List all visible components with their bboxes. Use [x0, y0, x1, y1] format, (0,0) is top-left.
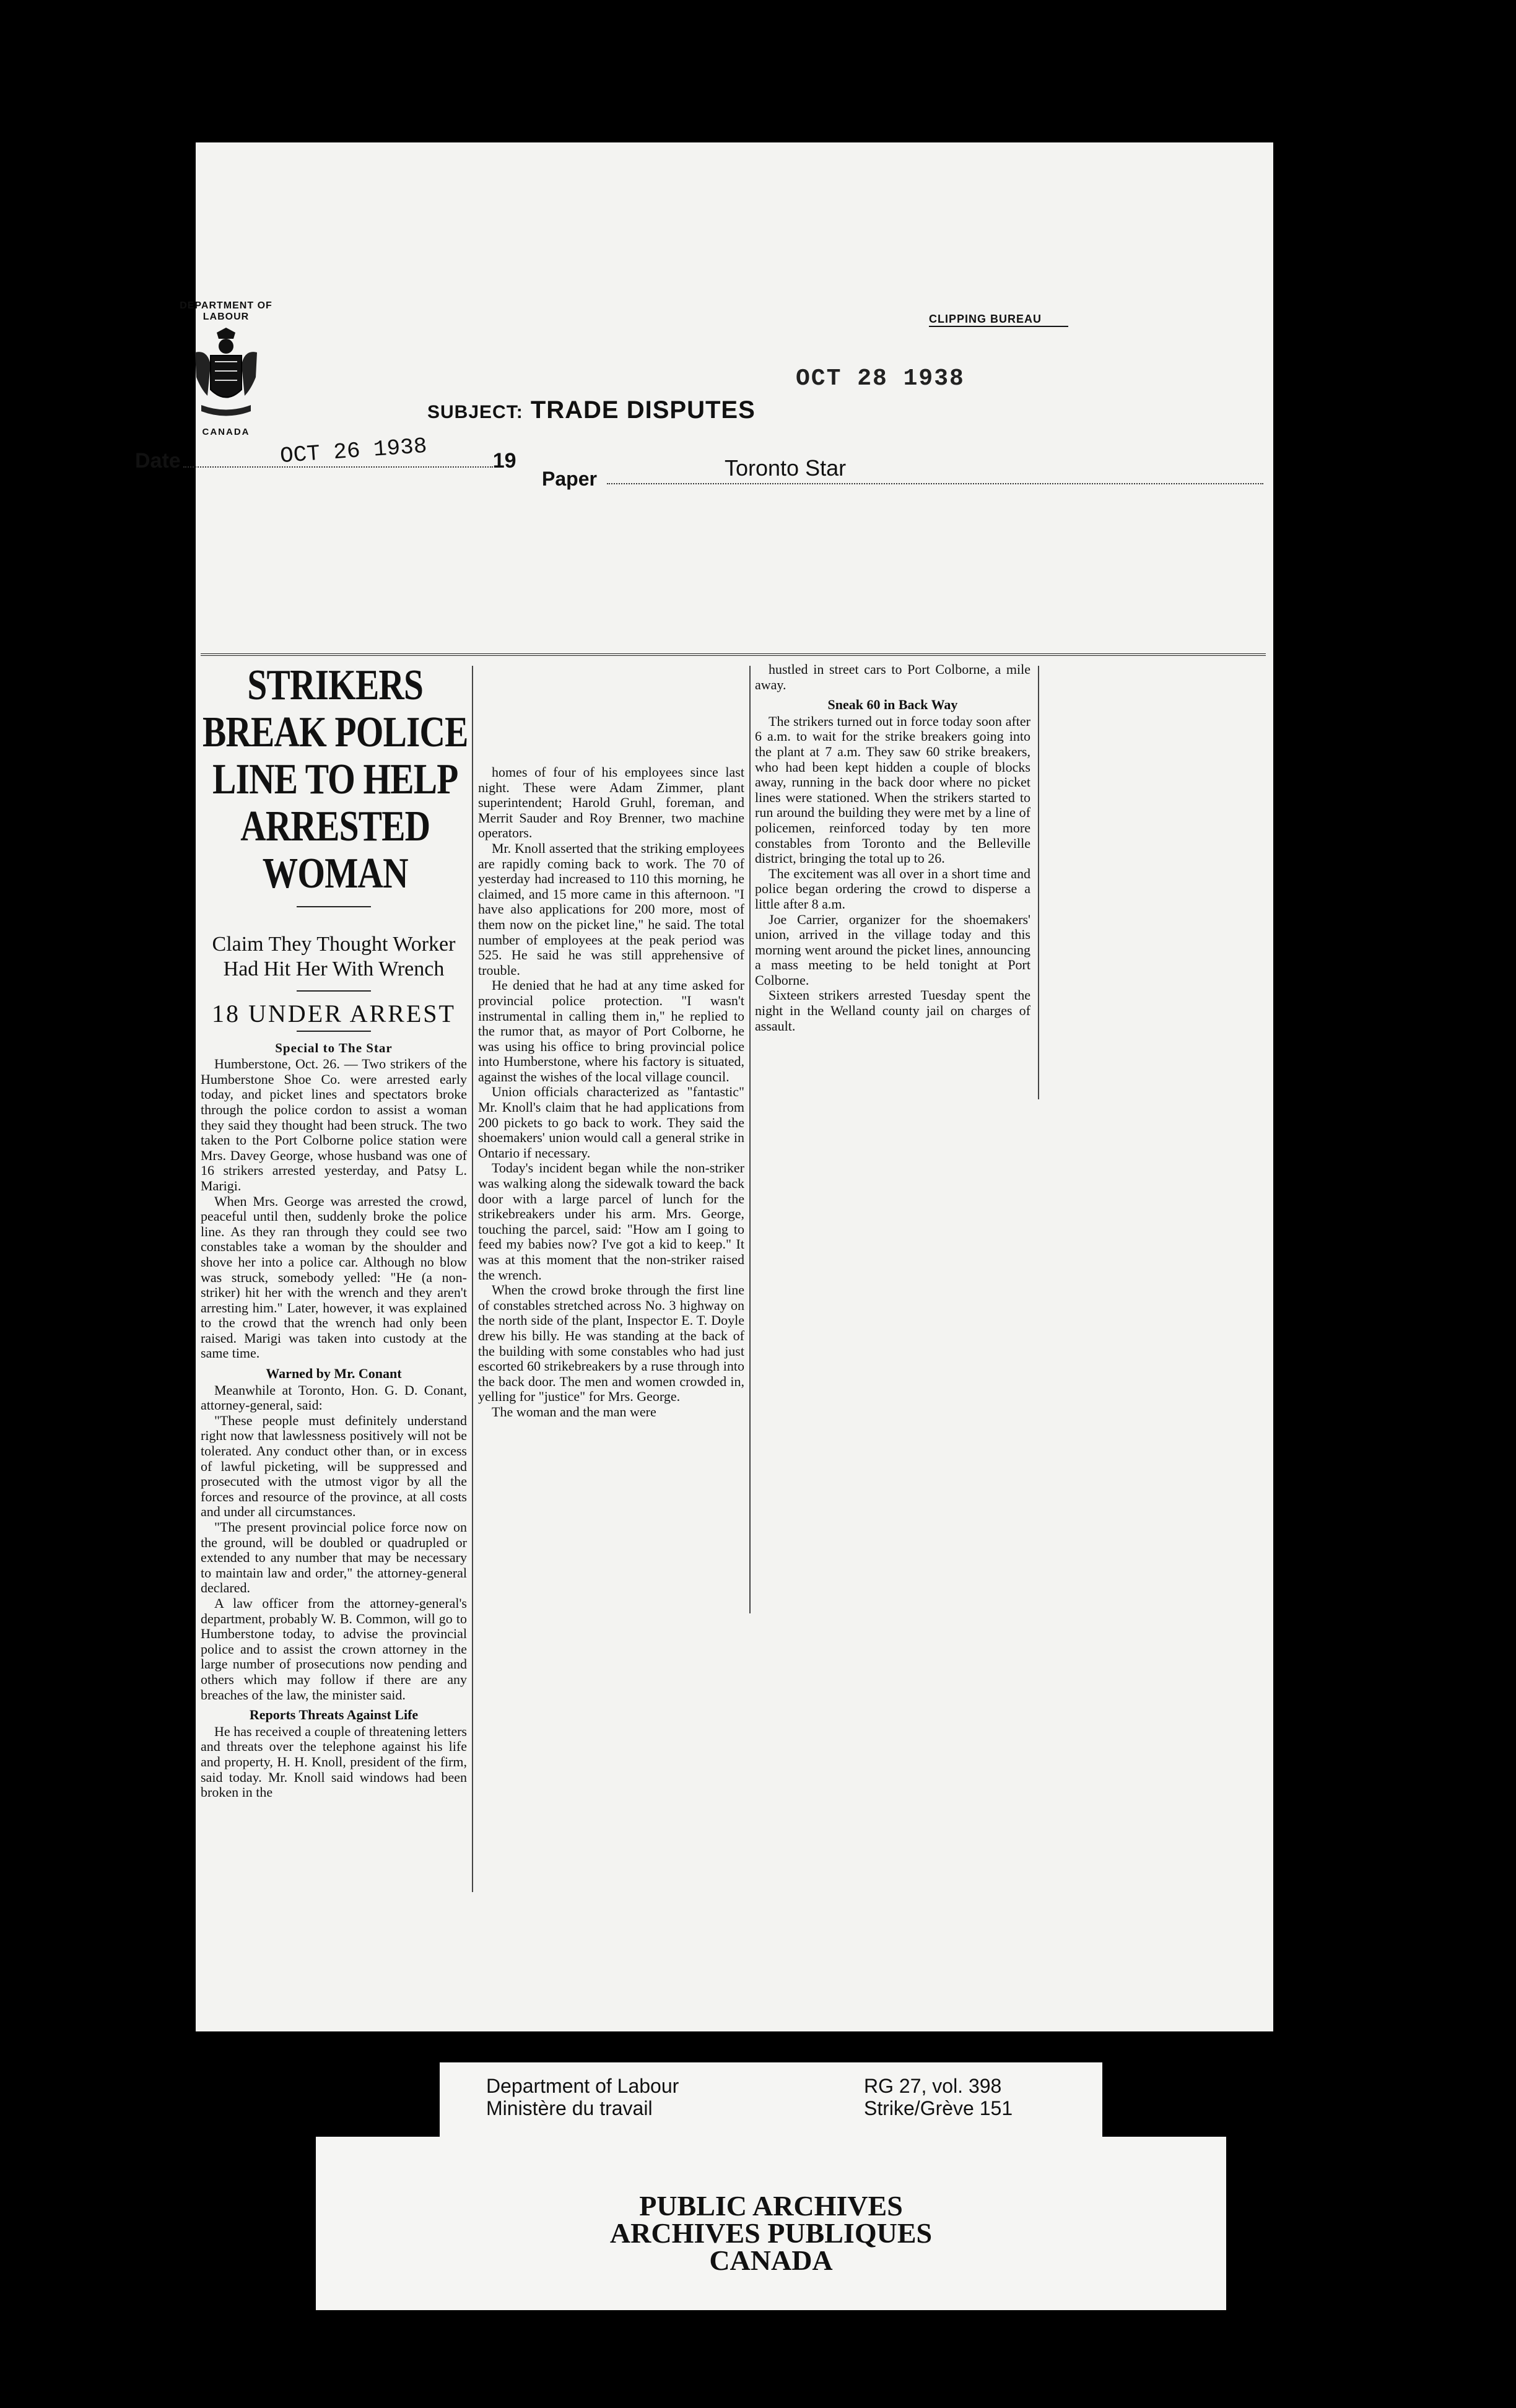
subhead-sneak: Sneak 60 in Back Way — [827, 697, 958, 713]
paragraph: Joe Carrier, organizer for the shoemakers' union, arrived in the village today and this morning went around the picket lines, announcing a mass meeting to be held tonight at Port Colborne. — [755, 911, 1030, 988]
paper-dotted-line — [607, 483, 1263, 484]
paragraph: homes of four of his employees since last night. These were Adam Zimmer, plant superintendent; Harold Gruhl, foreman, and Merrit Sauder and Roy Brenner, two machine operators. — [478, 764, 744, 841]
card-title-line3: CANADA — [709, 2244, 833, 2276]
article-column-1 — [201, 662, 467, 1800]
paragraph: When Mrs. George was arrested the crowd, peaceful until then, suddenly broke the police line. As they ran through they could see two constables take a woman by the shoulder and shove her into a police car. Although no blow was struck, somebody yelled: "He (a non-striker) hit her with the wrench and they aren't arresting him." Later, however, it was explained to the crowd that the wrench had only been raised. Marigi was taken into custody at the same time. — [201, 1193, 467, 1361]
deck-divider — [297, 990, 371, 992]
paragraph: Humberstone, Oct. 26. — Two strikers of the Humberstone Shoe Co. were arrested early today, and picket lines and spectators broke through the police cordon to assist a woman they said they thought had been struck. The two taken to the Port Colborne police station were Mrs. Davey George, whose husband was one of 16 strikers arrested yesterday, and Patsy L. Marigi. — [201, 1056, 467, 1193]
card-department-fr: Ministère du travail — [486, 2097, 653, 2119]
subject-label: SUBJECT: — [427, 402, 523, 422]
card-reference-strike: Strike/Grève 151 — [864, 2097, 1013, 2119]
paragraph: "The present provincial police force now on the ground, will be doubled or quadrupled or extended to any number that may be necessary to maintain law and order," the attorney-general declared. — [201, 1519, 467, 1596]
subhead-threats: Reports Threats Against Life — [249, 1707, 419, 1723]
paper-label: Paper — [542, 468, 597, 490]
clipping-bureau-label: CLIPPING BUREAU — [929, 313, 1068, 327]
article-column-3 — [755, 662, 1030, 1034]
card-reference-volume: RG 27, vol. 398 — [864, 2075, 1002, 2097]
article-deck-secondary: 18 UNDER ARREST — [212, 1000, 456, 1027]
article-deck: Claim They Thought Worker Had Hit Her With Wrench — [212, 933, 456, 980]
country-label: CANADA — [202, 427, 250, 437]
column-divider — [1038, 666, 1039, 1099]
paragraph: The woman and the man were — [492, 1403, 656, 1420]
subject-value: TRADE DISPUTES — [530, 396, 756, 424]
subject-line — [427, 396, 756, 424]
date-label: Date — [135, 449, 181, 473]
paragraph: Meanwhile at Toronto, Hon. G. D. Conant, attorney-general, said: — [201, 1382, 467, 1413]
paragraph: He denied that he had at any time asked for provincial police protection. "I wasn't instrumental in calling them in," he replied to the rumor that, as mayor of Port Colborne, he was using his office to bring provincial police into Humberstone, where his factory is situated, against the wishes of the local village council. — [478, 977, 744, 1084]
card-notch-right — [1102, 2062, 1226, 2137]
newspaper-clipping — [201, 653, 1266, 1867]
department-label-line2: LABOUR — [203, 312, 250, 322]
headline-divider — [297, 906, 371, 907]
received-date-stamp: OCT 28 1938 — [796, 365, 965, 392]
paragraph: Mr. Knoll asserted that the striking employees are rapidly coming back to work. The 70 of yesterday had increased to 110 this morning, he claimed, and 15 more came in this afternoon. "I have also applications for 200 more, most of them now on the picket line," he said. The total number of employees at the peak period was 525. He said he was still apprehensive of trouble. — [478, 840, 744, 978]
article-column-2 — [478, 765, 744, 1420]
department-label-line1: DEPARTMENT OF — [180, 300, 272, 311]
column-divider — [749, 666, 751, 1613]
paragraph: The strikers turned out in force today soon after 6 a.m. to wait for the strike breakers going into the plant at 7 a.m. They saw 60 strike breakers, who had been kept hidden a couple of blocks away, running in the back door where no picket lines were stationed. When the strikers started to run around the building they were met by a line of policemen, reinforced today by ten more constables from Toronto and the Belleville district, bringing the total up to 26. — [755, 713, 1030, 866]
card-archive-title — [316, 2192, 1226, 2274]
card-department — [486, 2075, 679, 2119]
clipping-top-rule — [201, 653, 1266, 656]
paragraph: The excitement was all over in a short time and police began ordering the crowd to disperse a little after 8 a.m. — [755, 865, 1030, 912]
card-reference — [864, 2075, 1013, 2119]
article-headline: STRIKERS BREAK POLICE LINE TO HELP ARRESTED WOMAN — [202, 661, 468, 897]
department-block — [155, 300, 297, 437]
paragraph: A law officer from the attorney-general's department, probably W. B. Common, will go to Humberstone today, to advise the provincial police and to assist the crown attorney in the large number of prosecutions now pending and others which may follow if there are any breaches of the law, the minister said. — [201, 1595, 467, 1703]
paragraph: He has received a couple of threatening letters and threats over the telephone against his life and property, H. H. Knoll, president of the firm, said today. Mr. Knoll said windows had been broken in the — [201, 1723, 467, 1800]
paper-name-stamp: Toronto Star — [725, 455, 847, 481]
article-byline: Special to The Star — [275, 1040, 393, 1055]
paragraph: "These people must definitely understand right now that lawlessness positively will not be tolerated. Any conduct other than, or in excess of lawful picketing, will be suppressed and prosecuted with the utmost vigor by all the forces and resource of the province, at all costs and under all circumstances. — [201, 1412, 467, 1520]
date-year-suffix: 19 — [492, 449, 516, 473]
column-divider — [472, 666, 473, 1892]
subhead-warned: Warned by Mr. Conant — [266, 1366, 402, 1382]
card-notch-left — [316, 2062, 440, 2137]
card-title-line2: ARCHIVES PUBLIQUES — [609, 2217, 933, 2249]
paragraph: Today's incident began while the non-striker was walking along the sidewalk toward the back door with a large parcel of lunch for the strikebreakers under his arm. Mrs. George, touching the parcel, said: "How am I going to feed my babies now? I've got a kid to keep." It was at this moment that the non-striker raised the wrench. — [478, 1160, 744, 1283]
date-stamp: OCT 26 1938 — [279, 433, 428, 469]
card-department-en: Department of Labour — [486, 2075, 679, 2097]
paragraph: hustled in street cars to Port Colborne, a mile away. — [755, 661, 1030, 692]
archive-card — [316, 2062, 1226, 2310]
deck2-divider — [297, 1031, 371, 1032]
card-title-line1: PUBLIC ARCHIVES — [639, 2190, 903, 2222]
paragraph: Union officials characterized as "fantastic" Mr. Knoll's claim that he had applications from 200 pickets to go back to work. They said the shoemakers' union would call a general strike in Ontario if necessary. — [478, 1084, 744, 1161]
paragraph: Sixteen strikers arrested Tuesday spent the night in the Welland county jail on charges of assault. — [755, 987, 1030, 1034]
paragraph: When the crowd broke through the first line of constables stretched across No. 3 highway on the north side of the plant, Inspector E. T. Doyle drew his billy. He was standing at the back of the building with some constables who had just escorted 60 strikebreakers by a ruse through into the back door. The men and women crowded in, yelling for "justice" for Mrs. George. — [478, 1282, 744, 1405]
coat-of-arms-icon — [189, 328, 263, 427]
